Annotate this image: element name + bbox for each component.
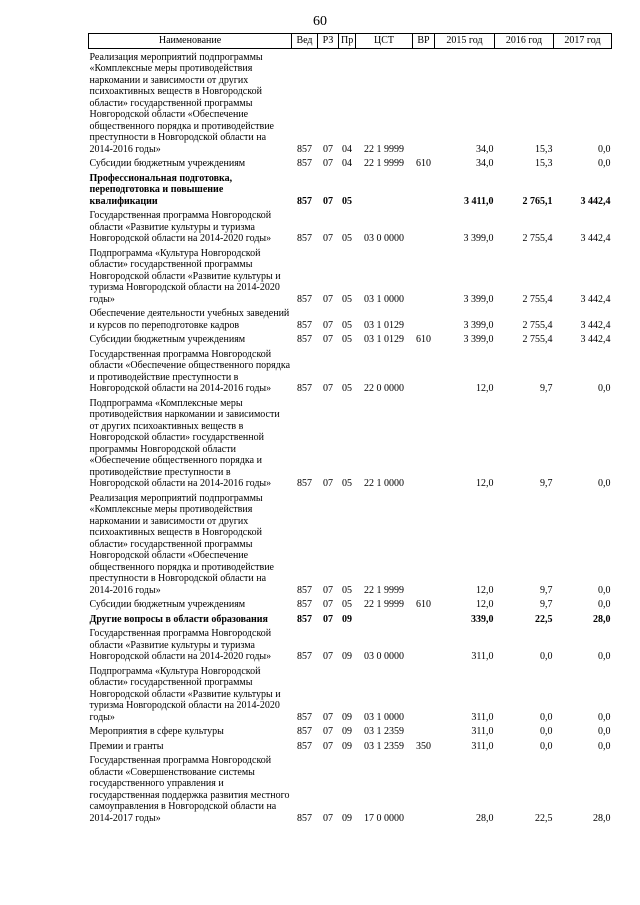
cell-cst: 03 1 2359 [364, 740, 404, 752]
header-2015: 2015 год [435, 34, 495, 49]
cell-rz: 07 [323, 334, 333, 345]
cell-cst: 22 1 9999 [364, 584, 404, 596]
cell-cst: 03 1 2359 [364, 726, 404, 737]
cell-name: Обеспечение деятельности учебных заведений и курсов по переподготовке кадров [89, 308, 290, 331]
cell-2015: 311,0 [471, 726, 494, 737]
cell-2015: 311,0 [471, 651, 494, 662]
table-row [89, 305, 612, 331]
table-body [89, 48, 612, 824]
cell-pr: 09 [342, 812, 352, 824]
cell-pr: 05 [342, 233, 352, 244]
table-row [89, 331, 612, 346]
table-row [89, 155, 612, 170]
cell-2015: 3 399,0 [463, 334, 494, 345]
cell-pr: 05 [342, 599, 352, 610]
cell-2016: 0,0 [540, 740, 553, 752]
cell-ved: 857 [297, 740, 312, 752]
cell-2015: 12,0 [476, 599, 494, 610]
cell-2016: 22,5 [535, 812, 553, 824]
cell-2017: 0,0 [598, 740, 611, 752]
cell-vr: 610 [416, 334, 431, 345]
header-pr: Пр [339, 34, 356, 49]
cell-ved: 857 [297, 195, 312, 207]
cell-2015: 3 399,0 [463, 293, 494, 305]
cell-pr: 05 [342, 195, 352, 207]
table-row [89, 48, 612, 155]
cell-2017: 0,0 [598, 599, 611, 610]
cell-cst: 03 1 0129 [364, 334, 404, 345]
cell-2016: 2 765,1 [522, 195, 553, 207]
table-header-row [89, 34, 612, 49]
cell-2015: 12,0 [476, 584, 494, 596]
cell-ved: 857 [297, 584, 312, 596]
cell-2016: 9,7 [540, 599, 553, 610]
cell-ved: 857 [297, 812, 312, 824]
cell-2015: 311,0 [471, 740, 494, 752]
cell-ved: 857 [297, 711, 312, 723]
cell-2017: 0,0 [598, 584, 611, 596]
table-row [89, 625, 612, 663]
cell-vr [413, 752, 435, 824]
cell-ved: 857 [297, 478, 312, 489]
cell-name: Субсидии бюджетным учреждениям [89, 599, 246, 610]
cell-rz: 07 [323, 812, 333, 824]
cell-vr [413, 48, 435, 155]
cell-vr [413, 723, 435, 738]
table-row [89, 395, 612, 490]
cell-2017: 0,0 [598, 143, 611, 155]
cell-cst [356, 170, 413, 208]
cell-name: Государственная программа Новгородской области «Обеспечение общественного порядка и противодействие преступности в Новгородской области на 2014-2016 годы» [89, 348, 291, 394]
cell-cst [356, 611, 413, 626]
cell-name: Профессиональная подготовка, переподготовка и повышение квалификации [89, 172, 233, 207]
cell-2016: 2 755,4 [522, 233, 553, 244]
cell-pr: 05 [342, 584, 352, 596]
cell-rz: 07 [323, 319, 333, 331]
cell-vr [413, 170, 435, 208]
cell-cst: 03 1 0000 [364, 293, 404, 305]
cell-pr: 09 [342, 740, 352, 752]
cell-2016: 15,3 [535, 158, 553, 169]
cell-2015: 311,0 [471, 711, 494, 723]
table-row [89, 170, 612, 208]
cell-vr [413, 611, 435, 626]
cell-2016: 2 755,4 [522, 334, 553, 345]
cell-ved: 857 [297, 334, 312, 345]
cell-rz: 07 [323, 584, 333, 596]
cell-ved: 857 [297, 143, 312, 155]
cell-2017: 3 442,4 [580, 334, 611, 345]
cell-2016: 2 755,4 [522, 293, 553, 305]
cell-name: Подпрограмма «Культура Новгородской области» государственной программы Новгородской области «Развитие культуры и туризма Новгородской области на 2014-2020 годы» [89, 247, 281, 305]
cell-vr [413, 305, 435, 331]
cell-vr [413, 625, 435, 663]
cell-pr: 05 [342, 383, 352, 394]
cell-cst: 03 0 0000 [364, 651, 404, 662]
cell-ved: 857 [297, 293, 312, 305]
cell-cst: 22 1 9999 [364, 158, 404, 169]
cell-vr [413, 490, 435, 597]
cell-ved: 857 [297, 158, 312, 169]
cell-cst: 03 1 0000 [364, 711, 404, 723]
cell-ved: 857 [297, 726, 312, 737]
cell-pr: 09 [342, 651, 352, 662]
cell-pr: 05 [342, 319, 352, 331]
cell-2016: 9,7 [540, 584, 553, 596]
cell-2017: 0,0 [598, 383, 611, 394]
cell-name: Субсидии бюджетным учреждениям [89, 334, 246, 345]
cell-2017: 3 442,4 [580, 293, 611, 305]
cell-2015: 3 399,0 [463, 233, 494, 244]
cell-cst: 22 1 9999 [364, 599, 404, 610]
cell-2015: 28,0 [476, 812, 494, 824]
cell-2016: 0,0 [540, 711, 553, 723]
cell-vr: 610 [416, 599, 431, 610]
cell-2015: 3 411,0 [464, 195, 494, 207]
cell-2015: 34,0 [476, 158, 494, 169]
cell-2015: 3 399,0 [463, 319, 494, 331]
cell-2016: 9,7 [540, 478, 553, 489]
header-2017: 2017 год [554, 34, 612, 49]
cell-2016: 2 755,4 [522, 319, 553, 331]
cell-2016: 15,3 [535, 143, 553, 155]
cell-rz: 07 [323, 613, 333, 625]
cell-vr [413, 663, 435, 724]
table-row [89, 611, 612, 626]
cell-vr [413, 207, 435, 245]
cell-name: Государственная программа Новгородской области «Совершенствование системы государственного управления и государственная поддержка развития местного самоуправления в Новгородской области на 2014-2017 годы» [89, 755, 290, 824]
cell-cst: 22 1 9999 [364, 143, 404, 155]
cell-pr: 09 [342, 726, 352, 737]
cell-rz: 07 [323, 233, 333, 244]
cell-2017: 0,0 [598, 651, 611, 662]
cell-2015: 12,0 [476, 383, 494, 394]
cell-2015: 339,0 [471, 613, 494, 625]
cell-2017: 0,0 [598, 726, 611, 737]
cell-name: Реализация мероприятий подпрограммы «Комплексные меры противодействия наркомании и зависимости от других психоактивных веществ в Новгородской области» государственной программы Новгородской области «Обеспечение общественного порядка и противодействие преступности в Новгородской области на 2014-2016 годы» [89, 51, 274, 155]
cell-2015: 34,0 [476, 143, 494, 155]
cell-pr: 05 [342, 334, 352, 345]
cell-pr: 05 [342, 478, 352, 489]
cell-2017: 28,0 [593, 812, 611, 824]
cell-cst: 03 0 0000 [364, 233, 404, 244]
cell-2016: 0,0 [540, 651, 553, 662]
cell-ved: 857 [297, 613, 312, 625]
cell-rz: 07 [323, 740, 333, 752]
cell-name: Субсидии бюджетным учреждениям [89, 158, 246, 169]
cell-vr [413, 346, 435, 395]
header-2016: 2016 год [495, 34, 554, 49]
cell-vr [413, 395, 435, 490]
table-row [89, 596, 612, 611]
cell-rz: 07 [323, 383, 333, 394]
cell-rz: 07 [323, 711, 333, 723]
cell-name: Реализация мероприятий подпрограммы «Комплексные меры противодействия наркомании и зависимости от других психоактивных веществ в Новгородской области» государственной программы Новгородской области «Обеспечение общественного порядка и противодействие преступности в Новгородской области на 2014-2016 годы» [89, 492, 274, 596]
cell-ved: 857 [297, 233, 312, 244]
cell-2015: 12,0 [476, 478, 494, 489]
cell-pr: 04 [342, 158, 352, 169]
table-row [89, 245, 612, 306]
cell-2017: 3 442,4 [580, 319, 611, 331]
cell-2017: 0,0 [598, 158, 611, 169]
cell-vr [413, 245, 435, 306]
cell-rz: 07 [323, 293, 333, 305]
cell-cst: 03 1 0129 [364, 319, 404, 331]
cell-name: Премии и гранты [89, 740, 164, 752]
cell-vr: 350 [416, 740, 431, 752]
header-name: Наименование [89, 34, 292, 49]
cell-rz: 07 [323, 143, 333, 155]
cell-ved: 857 [297, 319, 312, 331]
header-cst: ЦСТ [356, 34, 413, 49]
page-number: 60 [313, 14, 327, 29]
cell-name: Подпрограмма «Культура Новгородской области» государственной программы Новгородской области «Развитие культуры и туризма Новгородской области на 2014-2020 годы» [89, 665, 281, 723]
header-vr: ВР [413, 34, 435, 49]
cell-name: Государственная программа Новгородской области «Развитие культуры и туризма Новгородской области на 2014-2020 годы» [89, 210, 272, 244]
cell-pr: 09 [342, 613, 352, 625]
cell-rz: 07 [323, 726, 333, 737]
cell-rz: 07 [323, 651, 333, 662]
cell-2017: 0,0 [598, 478, 611, 489]
cell-rz: 07 [323, 195, 333, 207]
table-row [89, 723, 612, 738]
cell-2017: 0,0 [598, 711, 611, 723]
header-ved: Вед [292, 34, 318, 49]
table-row [89, 738, 612, 753]
table-row [89, 752, 612, 824]
cell-cst: 22 0 0000 [364, 383, 404, 394]
budget-table [88, 33, 612, 824]
cell-2017: 28,0 [593, 613, 611, 625]
cell-2016: 22,5 [535, 613, 553, 625]
cell-rz: 07 [323, 158, 333, 169]
cell-name: Подпрограмма «Комплексные меры противодействия наркомании и зависимости от других психоактивных веществ в Новгородской области» государственной программы Новгородской области «Обеспечение общественного порядка и противодействие преступности в Новгородской области на 2014-2016 годы» [89, 397, 280, 489]
cell-ved: 857 [297, 599, 312, 610]
cell-cst: 22 1 0000 [364, 478, 404, 489]
cell-pr: 09 [342, 711, 352, 723]
cell-ved: 857 [297, 651, 312, 662]
cell-name: Другие вопросы в области образования [89, 613, 268, 625]
cell-ved: 857 [297, 383, 312, 394]
cell-pr: 05 [342, 293, 352, 305]
cell-pr: 04 [342, 143, 352, 155]
cell-2016: 9,7 [540, 383, 553, 394]
cell-2017: 3 442,4 [580, 233, 611, 244]
header-rz: РЗ [318, 34, 339, 49]
table-row [89, 490, 612, 597]
cell-vr: 610 [416, 158, 431, 169]
cell-2017: 3 442,4 [580, 195, 611, 207]
cell-rz: 07 [323, 478, 333, 489]
table-row [89, 663, 612, 724]
table-row [89, 207, 612, 245]
cell-cst: 17 0 0000 [364, 812, 404, 824]
table-row [89, 346, 612, 395]
cell-name: Мероприятия в сфере культуры [89, 726, 224, 737]
cell-rz: 07 [323, 599, 333, 610]
cell-name: Государственная программа Новгородской области «Развитие культуры и туризма Новгородской области на 2014-2020 годы» [89, 628, 272, 662]
cell-2016: 0,0 [540, 726, 553, 737]
